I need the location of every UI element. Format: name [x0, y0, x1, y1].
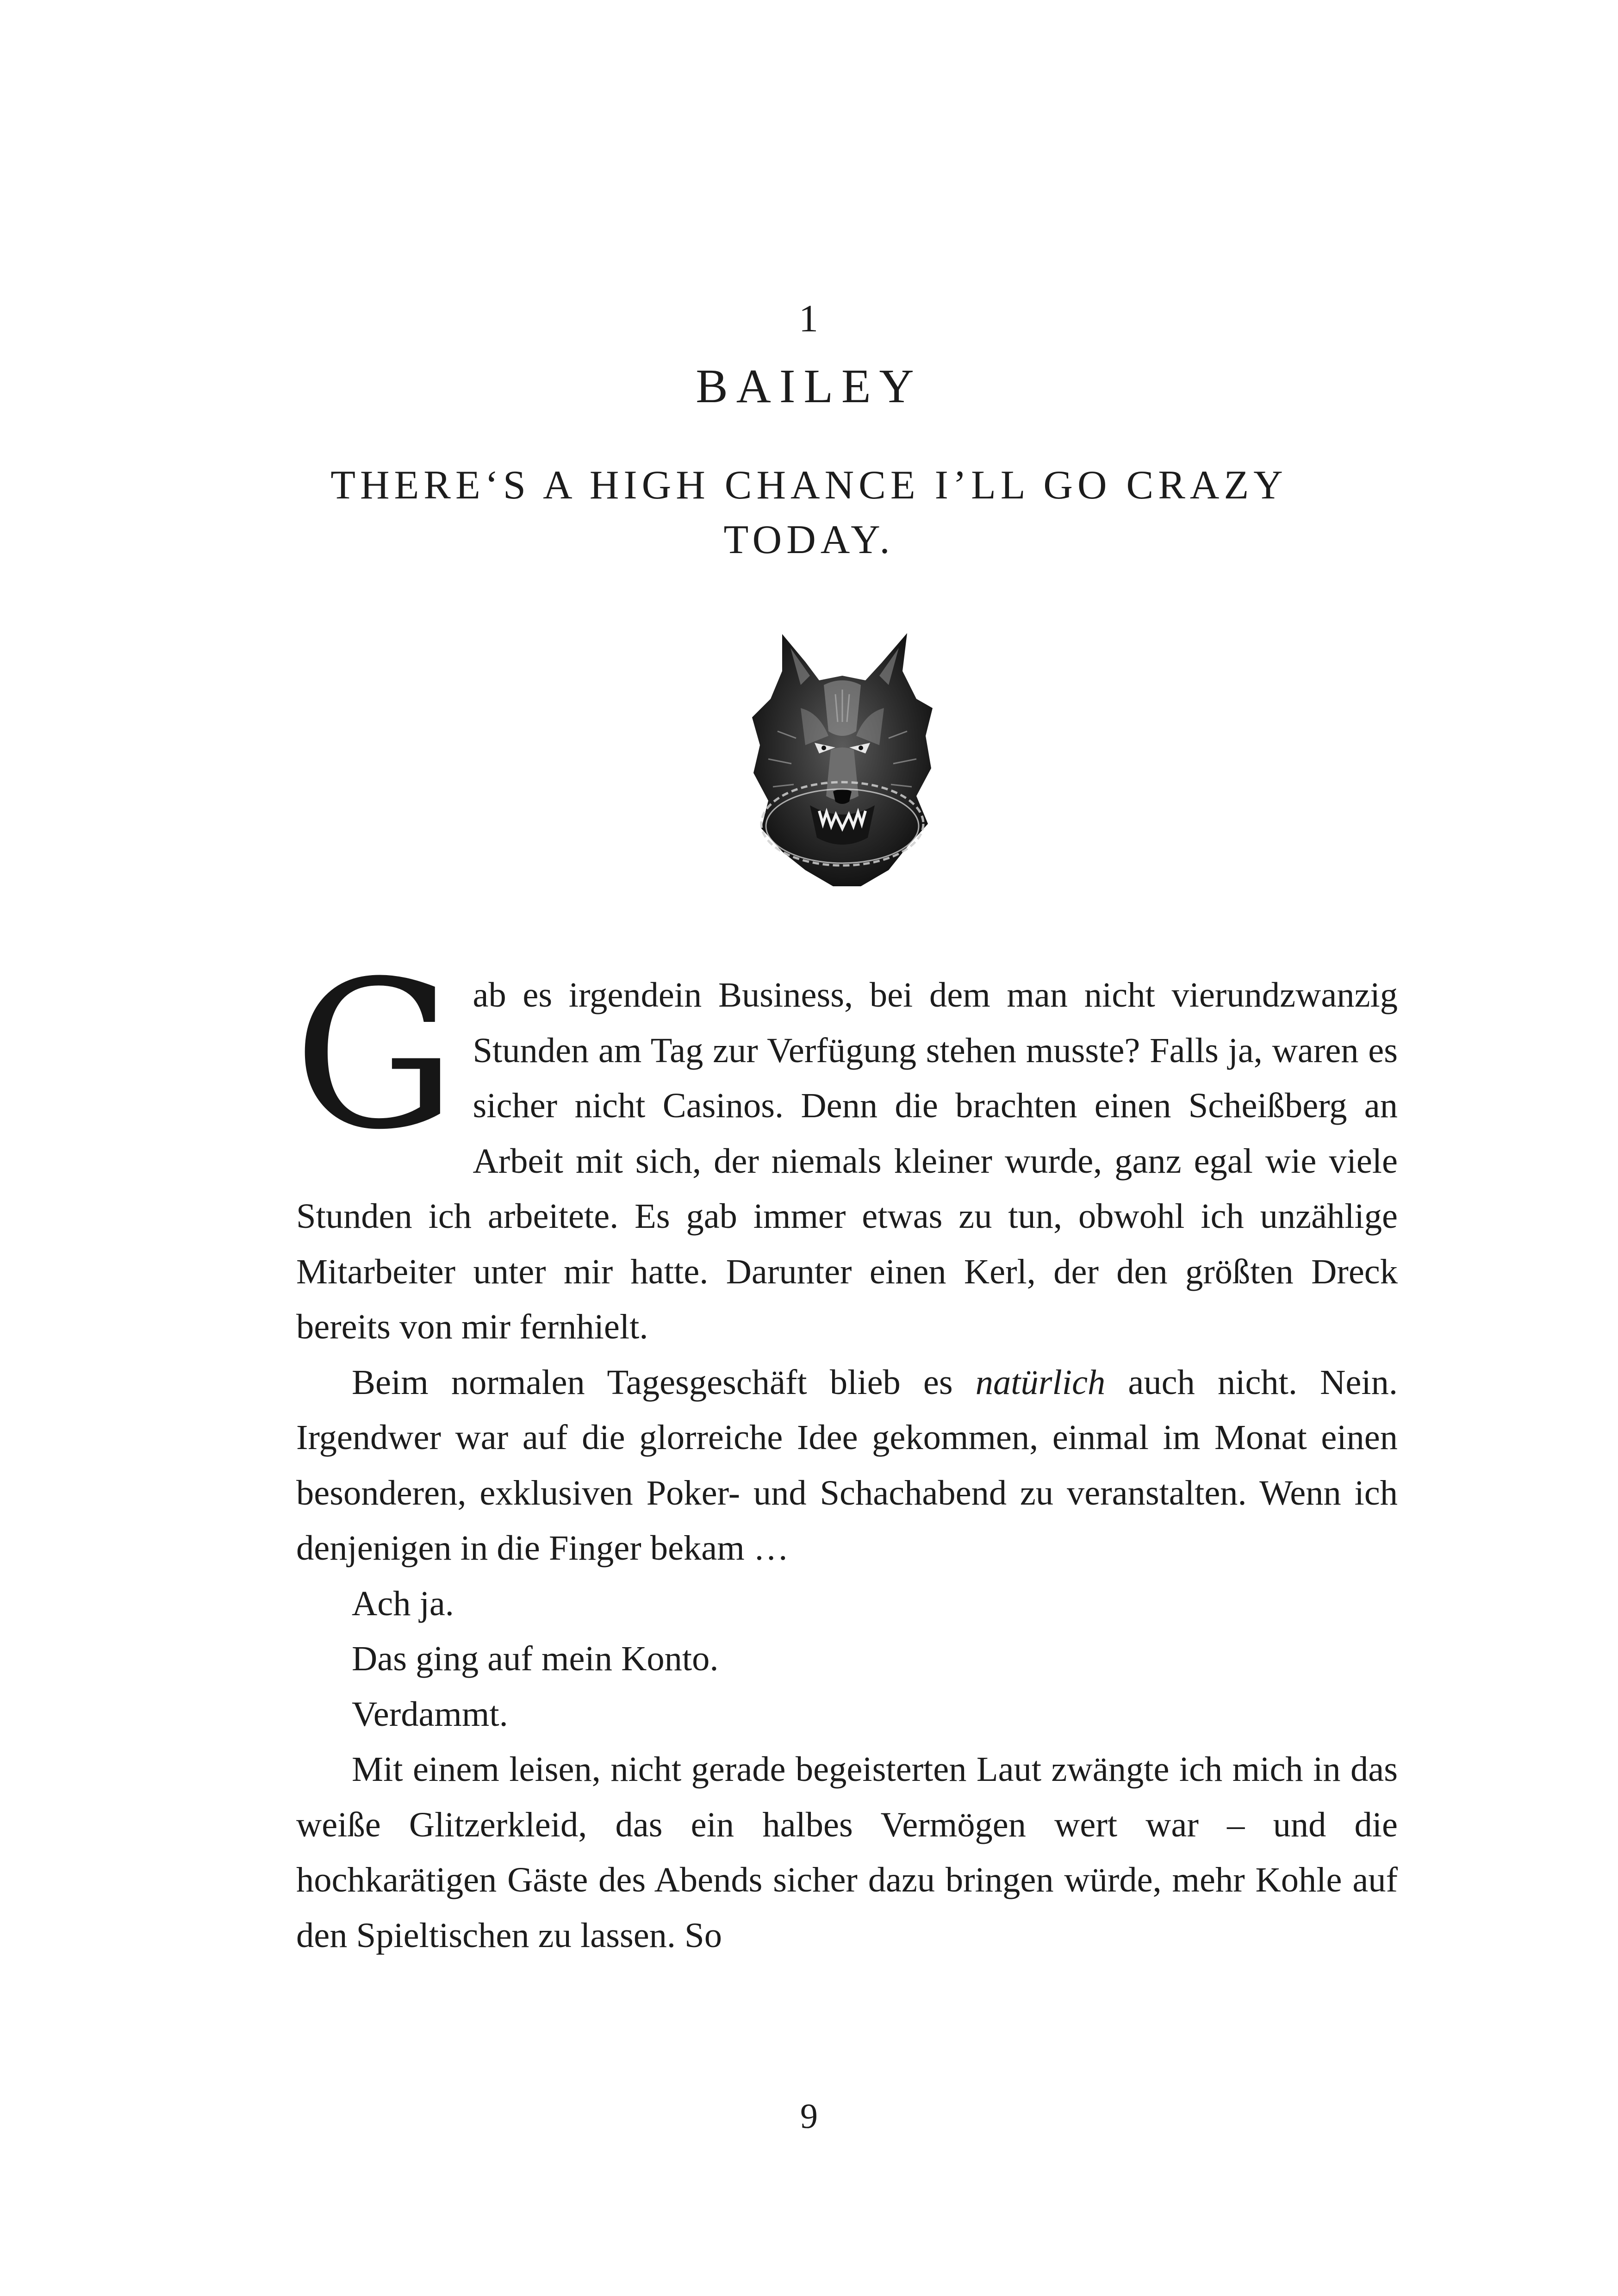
paragraph-4: Das ging auf mein Konto.	[352, 1639, 719, 1678]
drop-cap: G	[293, 937, 456, 1174]
paragraph-2-start: Beim normalen Tagesgeschäft blieb es	[352, 1362, 976, 1402]
paragraph-1-text: ab es irgendein Business, bei dem man nicht vierundzwanzig Stunden am Tag zur Verfügung stehen musste? Falls ja, waren es sicher nicht Casinos. Denn die brachten einen Scheißberg an Arbeit mit sich, der niemals kleiner wurde, ganz egal wie viele Stunden ich arbeitete. Es gab immer etwas zu tun, obwohl ich unzählige Mitarbeiter unter mir hatte. Darunter einen Kerl, der den größten Dreck bereits von mir fernhielt.	[296, 975, 1398, 1346]
paragraph-1	[293, 937, 1398, 1355]
paragraph-2-rest: auch nicht. Nein. Irgendwer war auf die glorreiche Idee gekommen, einmal im Monat einen besonderen, exklusiven Poker- und Schachabend zu veranstalten. Wenn ich denjenigen in die Finger bekam …	[296, 1362, 1398, 1568]
chapter-subtitle: THERE‘S A HIGH CHANCE I’LL GO CRAZY TODAY.	[330, 463, 1288, 562]
chapter-title: BAILEY	[696, 360, 922, 413]
paragraph-5: Verdammt.	[352, 1694, 508, 1734]
wolf-head-icon	[750, 629, 935, 889]
chapter-body	[293, 937, 1398, 1963]
paragraph-2-emphasis: natürlich	[975, 1362, 1106, 1402]
paragraph-2	[296, 1355, 1398, 1576]
paragraph-3: Ach ja.	[352, 1583, 454, 1623]
chapter-number: 1	[799, 297, 819, 340]
page-number: 9	[800, 2097, 818, 2136]
paragraph-6: Mit einem leisen, nicht gerade begeisterten Laut zwängte ich mich in das weiße Glitzerkleid, das ein halbes Vermögen wert war – und die hochkarätigen Gäste des Abends sicher dazu bringen würde, mehr Kohle auf den Spieltischen zu lassen. So	[296, 1749, 1398, 1955]
